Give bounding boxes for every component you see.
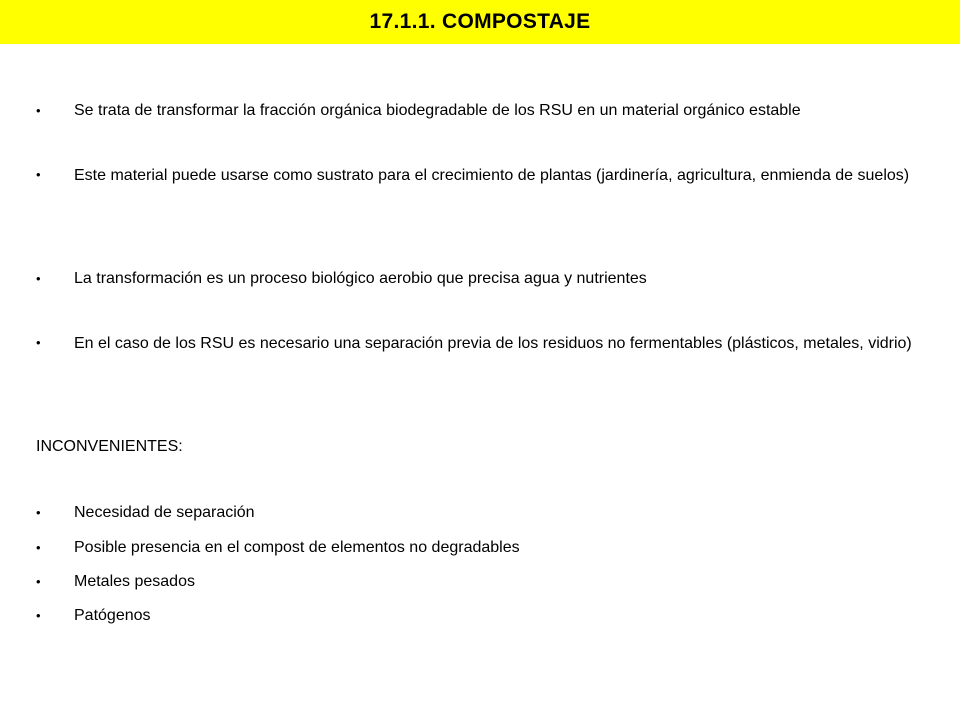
list-item — [36, 264, 928, 294]
bullet-icon: • — [36, 505, 41, 520]
page-title: 17.1.1. COMPOSTAJE — [369, 10, 591, 33]
list-item-text: En el caso de los RSU es necesario una separación previa de los residuos no fermentables (plásticos, metales, vidrio) — [74, 335, 912, 352]
list-item — [36, 498, 928, 528]
section-heading: INCONVENIENTES: — [36, 438, 183, 455]
bullet-icon: • — [36, 540, 41, 555]
list-item-text: Metales pesados — [74, 573, 195, 590]
list-item — [36, 533, 928, 563]
list-item — [36, 567, 928, 597]
bullet-icon: • — [36, 335, 41, 350]
list-item-text: Patógenos — [74, 607, 151, 624]
list-item-text: Posible presencia en el compost de elementos no degradables — [74, 539, 520, 556]
list-item-text: Se trata de transformar la fracción orgánica biodegradable de los RSU en un material orgánico estable — [74, 102, 801, 119]
list-item — [36, 328, 928, 363]
bullet-icon: • — [36, 608, 41, 623]
list-item-text: La transformación es un proceso biológico aerobio que precisa agua y nutrientes — [74, 270, 647, 287]
list-item — [36, 160, 928, 195]
title-bar — [0, 0, 960, 44]
bullet-icon: • — [36, 103, 41, 118]
list-item — [36, 96, 928, 126]
bullet-icon: • — [36, 271, 41, 286]
list-item — [36, 601, 928, 631]
bullet-icon: • — [36, 167, 41, 182]
list-item-text: Este material puede usarse como sustrato para el crecimiento de plantas (jardinería, agricultura, enmienda de suelos) — [74, 167, 910, 184]
list-item-text: Necesidad de separación — [74, 504, 255, 521]
bullet-icon: • — [36, 574, 41, 589]
